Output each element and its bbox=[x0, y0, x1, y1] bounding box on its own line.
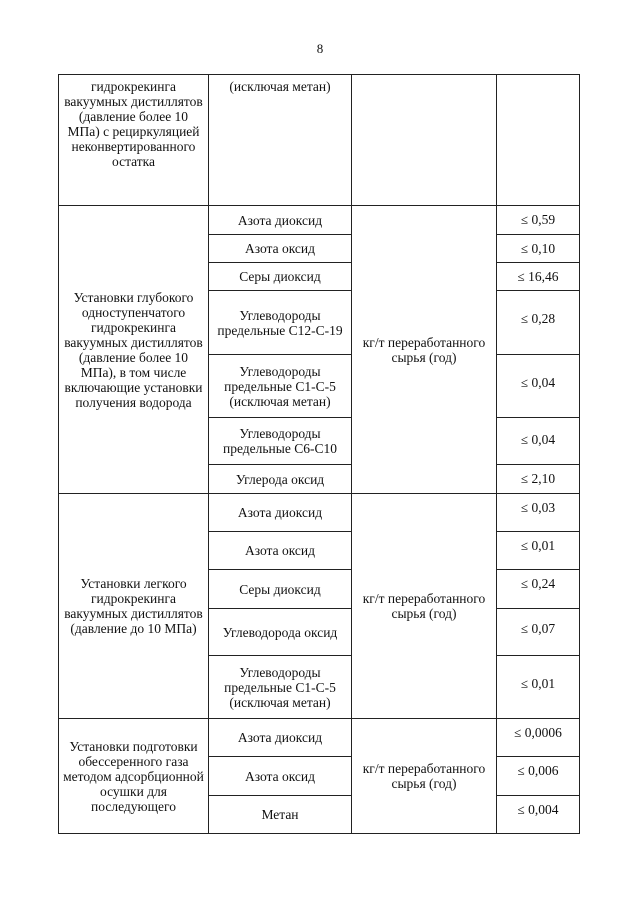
substance-cell: Углеводороды предельные С1-С-5 (исключая метан) bbox=[209, 656, 352, 719]
less-equal-sign: ≤ bbox=[520, 311, 529, 326]
value-text: 0,004 bbox=[528, 802, 559, 817]
less-equal-sign: ≤ bbox=[520, 500, 529, 515]
value-text: 0,01 bbox=[531, 676, 556, 691]
value-text: 16,46 bbox=[528, 269, 559, 284]
value-cell bbox=[497, 719, 580, 757]
value-text: 0,04 bbox=[531, 375, 556, 390]
value-text: 0,28 bbox=[531, 311, 556, 326]
less-equal-sign: ≤ bbox=[520, 621, 529, 636]
value-cell bbox=[497, 235, 580, 263]
page-number: 8 bbox=[316, 41, 324, 56]
value-cell bbox=[497, 570, 580, 609]
value-cell bbox=[497, 609, 580, 656]
substance-cell: Азота оксид bbox=[209, 757, 352, 796]
less-equal-sign: ≤ bbox=[520, 471, 529, 486]
value-text: 2,10 bbox=[531, 471, 556, 486]
less-equal-sign: ≤ bbox=[520, 538, 529, 553]
value-cell bbox=[497, 291, 580, 355]
installation-cell: гидрокрекинга вакуумных дистиллятов (давление более 10 МПа) с рециркуляцией неконвертированного остатка bbox=[59, 75, 209, 206]
value-cell bbox=[497, 465, 580, 494]
value-text: 0,07 bbox=[531, 621, 556, 636]
substance-cell: Углеводороды предельные С12-С-19 bbox=[209, 291, 352, 355]
less-equal-sign: ≤ bbox=[520, 576, 529, 591]
substance-cell: Углеводороды предельные С1-С-5 (исключая метан) bbox=[209, 355, 352, 418]
substance-cell: Серы диоксид bbox=[209, 570, 352, 609]
emissions-table bbox=[58, 74, 580, 834]
substance-cell: Азота оксид bbox=[209, 235, 352, 263]
less-equal-sign: ≤ bbox=[517, 269, 525, 284]
value-text: 0,24 bbox=[531, 576, 556, 591]
less-equal-sign: ≤ bbox=[520, 375, 529, 390]
value-text: 0,03 bbox=[531, 500, 556, 515]
value-text: 0,04 bbox=[531, 432, 556, 447]
installation-cell: Установки глубокого одноступенчатого гидрокрекинга вакуумных дистиллятов (давление более 10 МПа), в том числе включающие установки получения водорода bbox=[59, 206, 209, 494]
value-cell bbox=[497, 656, 580, 719]
value-cell bbox=[497, 75, 580, 206]
less-equal-sign: ≤ bbox=[517, 802, 525, 817]
unit-cell: кг/т переработанного сырья (год) bbox=[352, 494, 497, 719]
table-row bbox=[59, 75, 580, 206]
value-cell bbox=[497, 494, 580, 532]
table-row bbox=[59, 719, 580, 757]
installation-cell: Установки подготовки обессеренного газа методом адсорбционной осушки для последующего bbox=[59, 719, 209, 834]
unit-cell: кг/т переработанного сырья (год) bbox=[352, 719, 497, 834]
substance-cell: Азота диоксид bbox=[209, 719, 352, 757]
unit-cell: кг/т переработанного сырья (год) bbox=[352, 206, 497, 494]
value-cell bbox=[497, 206, 580, 235]
value-cell bbox=[497, 532, 580, 570]
table-row bbox=[59, 206, 580, 235]
table-row bbox=[59, 494, 580, 532]
substance-cell: Азота диоксид bbox=[209, 206, 352, 235]
substance-cell: Метан bbox=[209, 796, 352, 834]
value-cell bbox=[497, 263, 580, 291]
value-cell bbox=[497, 757, 580, 796]
value-text: 0,59 bbox=[531, 212, 556, 227]
less-equal-sign: ≤ bbox=[520, 212, 529, 227]
value-cell bbox=[497, 355, 580, 418]
substance-cell: Серы диоксид bbox=[209, 263, 352, 291]
substance-cell: (исключая метан) bbox=[209, 75, 352, 206]
substance-cell: Углеводороды предельные С6-С10 bbox=[209, 418, 352, 465]
value-text: 0,01 bbox=[531, 538, 556, 553]
value-cell bbox=[497, 796, 580, 834]
less-equal-sign: ≤ bbox=[514, 725, 522, 740]
substance-cell: Азота оксид bbox=[209, 532, 352, 570]
installation-cell: Установки легкого гидрокрекинга вакуумных дистиллятов (давление до 10 МПа) bbox=[59, 494, 209, 719]
less-equal-sign: ≤ bbox=[520, 676, 529, 691]
substance-cell: Углерода оксид bbox=[209, 465, 352, 494]
less-equal-sign: ≤ bbox=[520, 241, 529, 256]
unit-cell bbox=[352, 75, 497, 206]
value-cell bbox=[497, 418, 580, 465]
value-text: 0,0006 bbox=[524, 725, 562, 740]
value-text: 0,006 bbox=[528, 763, 559, 778]
substance-cell: Углеводорода оксид bbox=[209, 609, 352, 656]
less-equal-sign: ≤ bbox=[520, 432, 529, 447]
less-equal-sign: ≤ bbox=[517, 763, 525, 778]
substance-cell: Азота диоксид bbox=[209, 494, 352, 532]
value-text: 0,10 bbox=[531, 241, 556, 256]
